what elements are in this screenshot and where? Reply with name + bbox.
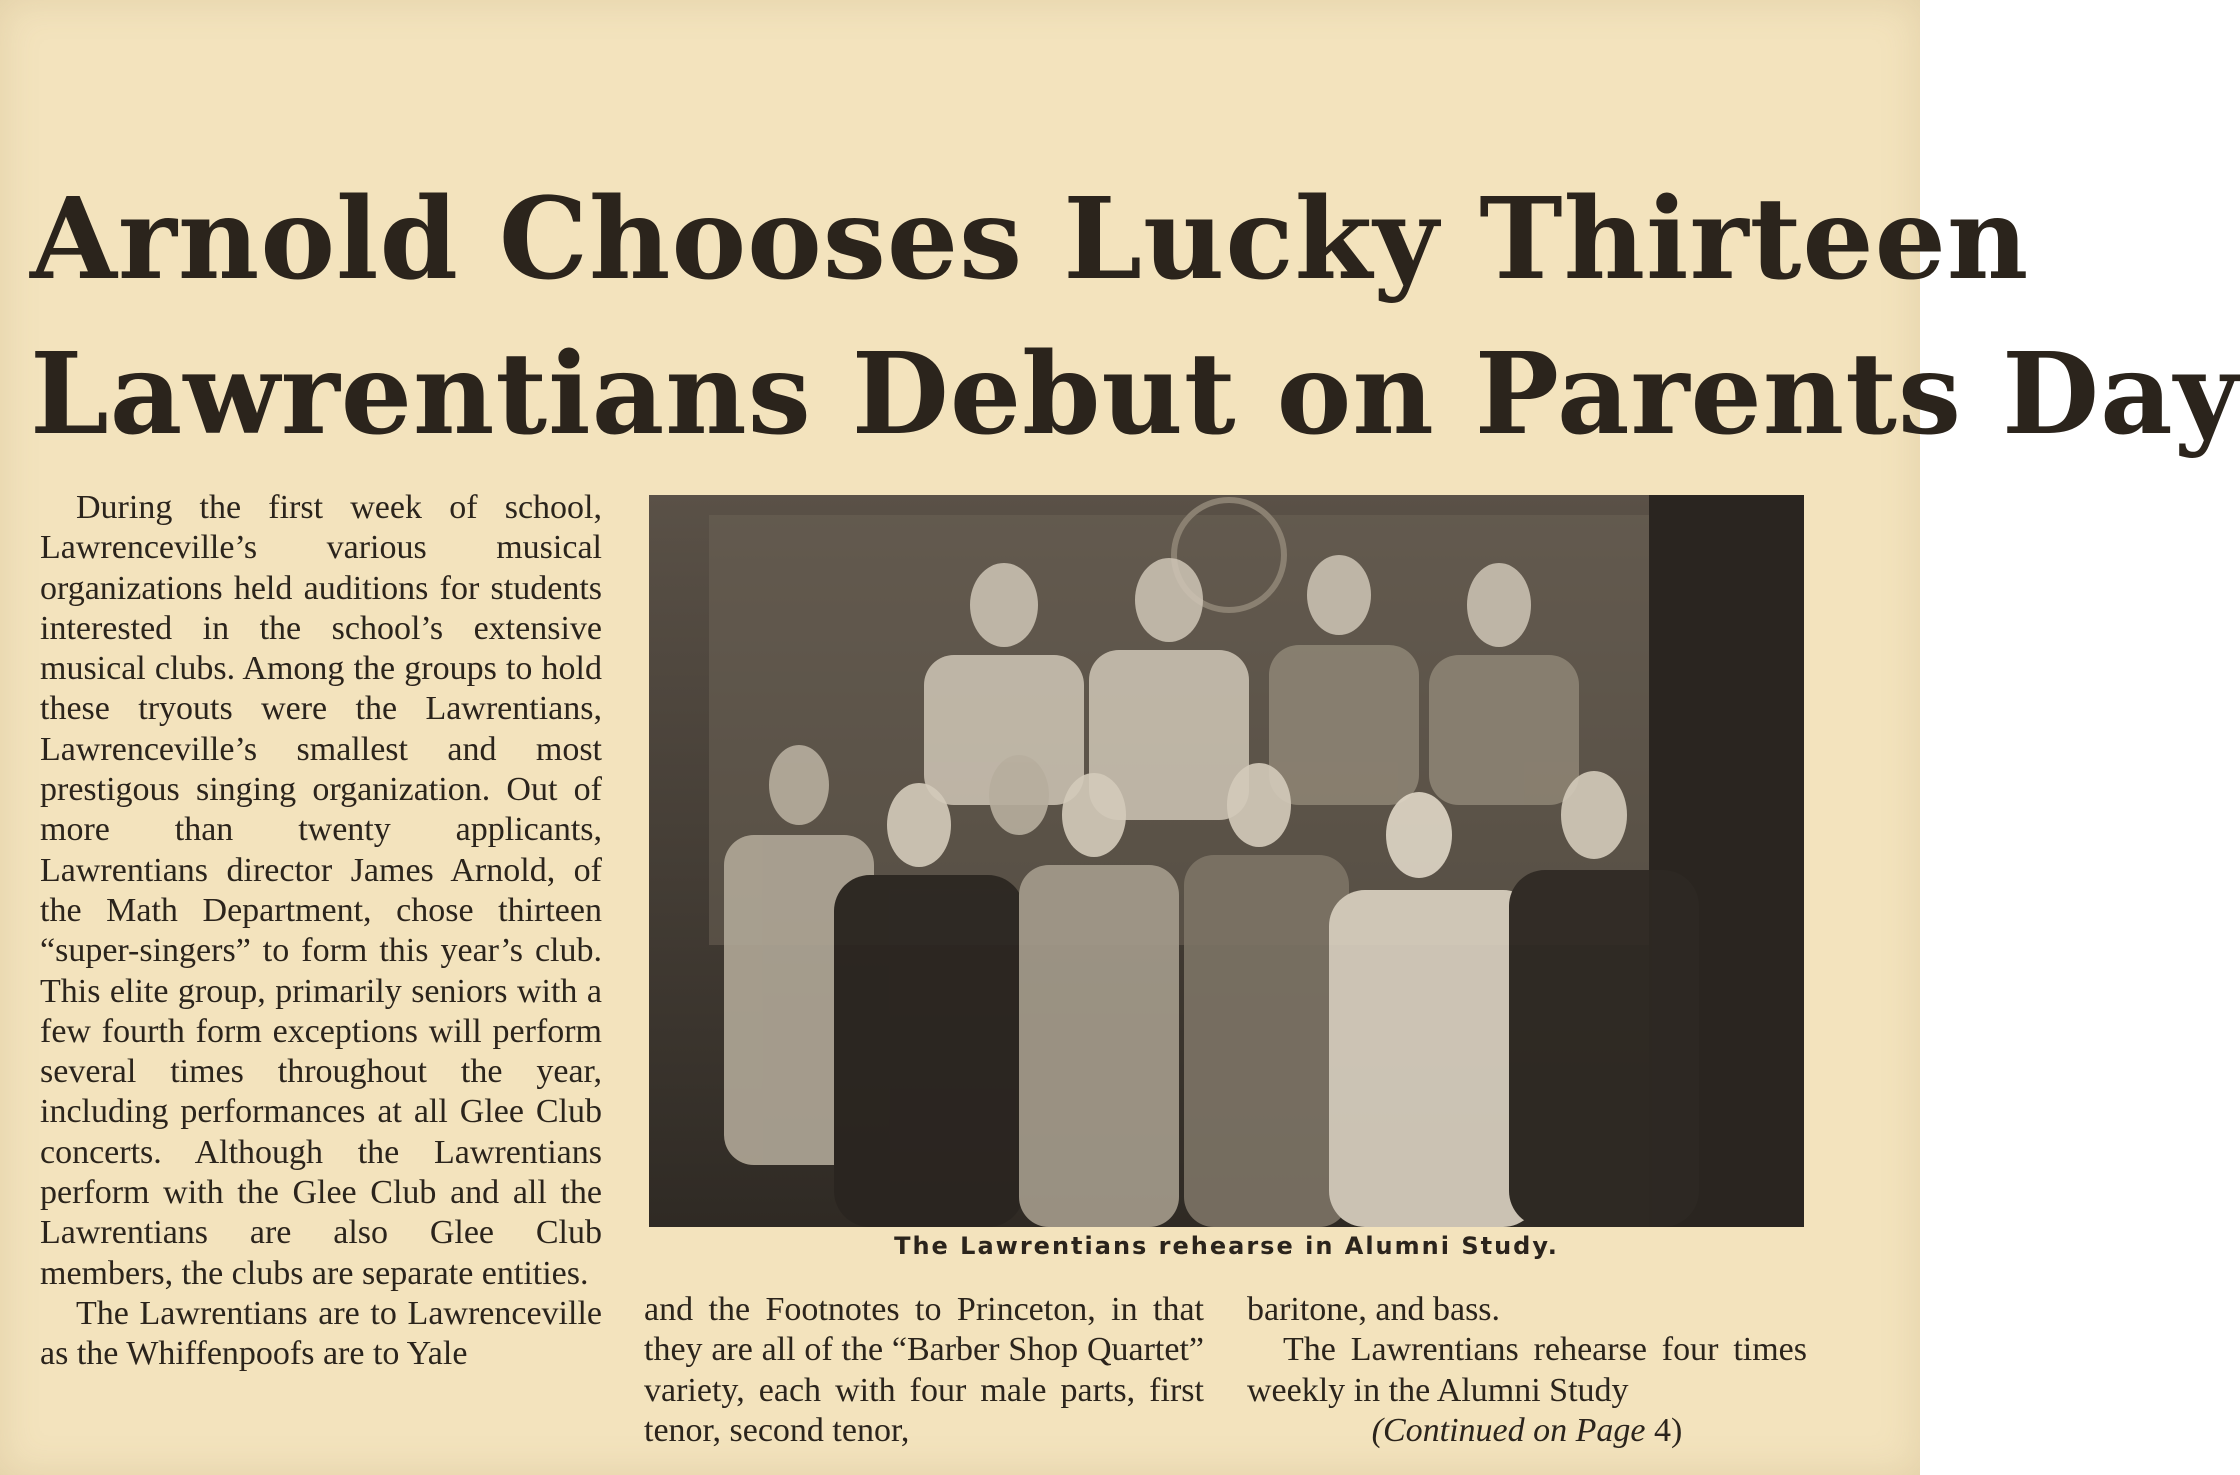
continued-page: 4) bbox=[1654, 1411, 1683, 1449]
headline-line-1: Arnold Chooses Lucky Thirteen bbox=[30, 174, 2030, 305]
article-paragraph: During the first week of school, Lawrenceville’s various musical organizations held auditions for students interested in the school’s extensive musical clubs. Among the groups to hold these tryouts were the Lawrentians, Lawrenceville’s smallest and most prestigous singing organization. Out of more than twenty applicants, Lawrentians director James Arnold, of the Math Department, chose thirteen “super-singers” to form this year’s club. This elite group, primarily seniors with a few fourth form exceptions will perform several times throughout the year, including performances at all Glee Club concerts. Although the Lawrentians perform with the Glee Club and all the Lawrentians are also Glee Club members, the clubs are separate entities. bbox=[40, 489, 602, 1292]
article-column-2 bbox=[644, 1290, 1204, 1451]
group-photo bbox=[649, 495, 1804, 1227]
headline-line-2: Lawrentians Debut on Parents Day bbox=[30, 329, 2240, 460]
continued-note bbox=[1247, 1411, 1807, 1451]
article-paragraph: The Lawrentians rehearse four times weekly in the Alumni Study bbox=[1247, 1331, 1807, 1409]
article-paragraph: baritone, and bass. bbox=[1247, 1291, 1501, 1328]
article-column-3 bbox=[1247, 1290, 1807, 1451]
article-paragraph: and the Footnotes to Princeton, in that they are all of the “Barber Shop Quartet” variety, each with four male parts, first tenor, second tenor, bbox=[644, 1291, 1204, 1449]
photo-caption: The Lawrentians rehearse in Alumni Study. bbox=[894, 1232, 1559, 1260]
continued-text: (Continued on Page bbox=[1371, 1411, 1646, 1449]
group-photo-illustration bbox=[649, 495, 1804, 1227]
article-paragraph: The Lawrentians are to Lawrenceville as the Whiffenpoofs are to Yale bbox=[40, 1294, 602, 1373]
article-column-1 bbox=[40, 488, 602, 1375]
